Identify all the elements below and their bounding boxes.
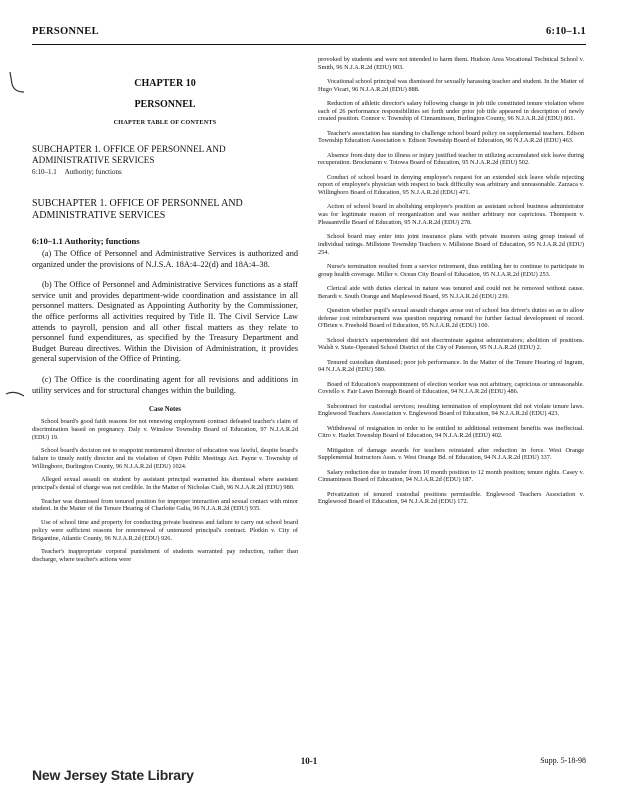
case-note: Subcontract for custodial services; resulting termination of employment did not violate tenure laws. Englewood Teachers Association v. Englewood Board of Education, 94 N.J.A.R.2d (EDU) 423.	[318, 402, 584, 418]
toc-entry-number: 6:10–1.1	[32, 168, 57, 176]
case-note: Use of school time and property for conducting private business and failure to carry out school board policy were sufficient reasons for nonrenewal of untenured principal's contract. Plotkin v. City of Brigantine, Atlantic County, 96 N.J.A.R.2d (EDU) 926.	[32, 519, 298, 542]
chapter-number: CHAPTER 10	[134, 78, 196, 89]
paragraph-b: (b) The Office of Personnel and Administrative Services functions as a staff service unit and provides department-wide coordination and assistance in all personnel matters. Designated as Appointing Authority by the Commissioner, the office performs all activities required by Title II. The Civil Service Law attends to payroll, pension and all other fiscal matters as they relate to personnel fund expenditures, as specified by the Treasury Department and Budget Bureau directives. Within the Division of Administration, it provides general supervision of the Office of Printing.	[32, 280, 298, 364]
left-column	[32, 56, 298, 740]
header-section-number: 6:10–1.1	[545, 26, 586, 37]
case-note: Teacher was dismissed from tenured position for improper interaction and sexual contact with minor student. In the Matter of the Tenure Hearing of Charlotte Galia, 96 N.J.A.R.2d (EDU) 935.	[32, 497, 298, 513]
case-note: Teacher's association has standing to challenge school board policy on supplemental teachers. Edison Township Education Association v. Edison Township Board of Education, 96 N.J.A.R.2d (EDU) 463.	[318, 129, 584, 145]
running-header	[32, 26, 586, 40]
case-note: Salary reduction due to transfer from 10 month position to 12 month position; tenure rights. Casey v. Cinnaminson Board of Education, 94 N.J.A.R.2d (EDU) 187.	[318, 468, 584, 484]
case-note: Conduct of school board in denying employee's request for an extended sick leave while rejecting report of employee's physician with respect to back difficulty was arbitrary and unreasonable. Zarzaca v. Willingboro Board of Education, 95 N.J.A.R.2d (EDU) 471.	[318, 173, 584, 197]
page-number: 10-1	[300, 756, 318, 766]
case-note: Board of Education's reappointment of election worker was not arbitrary, capricious or unreasonable. Coviello v. Fair Lawn Borough Board of Education, 94 N.J.A.R.2d (EDU) 486.	[318, 380, 584, 396]
paragraph-c: (c) The Office is the coordinating agent for all revisions and additions in utility services and for structural changes within the building.	[32, 374, 298, 395]
case-note: Absence from duty due to illness or injury justified teacher in utilizing accumulated sick leave during recuperation. Brockmann v. Totowa Board of Education, 95 N.J.A.R.2d (EDU) 502.	[318, 151, 584, 167]
case-note: Privatization of tenured custodial positions permissible. Englewood Teachers Association v. Englewood Board of Education, 94 N.J.A.R.2d (EDU) 172.	[318, 490, 584, 506]
margin-tick-mark-middle	[4, 384, 26, 400]
supplement-date: Supp. 5-18-98	[540, 756, 586, 765]
header-rule	[32, 44, 586, 45]
case-note: Mitigation of damage awards for teachers reinstated after reduction in force. West Orange Supplemental Instructors Assn. v. West Orange Bd. of Education, 94 N.J.A.R.2d (EDU) 337.	[318, 446, 584, 462]
chapter-title: PERSONNEL	[134, 99, 196, 110]
margin-tick-mark-top	[4, 70, 26, 98]
case-note: Tenured custodian dismissed; poor job performance. In the Matter of the Tenure Hearing of Ingram, 94 N.J.A.R.2d (EDU) 580.	[318, 358, 584, 374]
case-notes-heading: Case Notes	[149, 406, 181, 414]
right-column	[318, 56, 584, 740]
case-note: Clerical aide with duties clerical in nature was tenured and could not be removed without cause. Berardi v. South Orange and Maplewood Board, 95 N.J.A.R.2d (EDU) 239.	[318, 284, 584, 300]
case-note: Reduction of athletic director's salary following change in job title constituted tenure violation where each of 26 performance responsibilities set forth under prior job title appeared in description of newly created position. Connor v. Township of Cinnaminson, Burlington County, 96 N.J.A.R.2d (EDU) 861.	[318, 100, 584, 123]
case-note: School board's decision not to reappoint nontenured director of education was lawful, despite board's failure to timely notify director and its violation of Open Public Meetings Act. Payne v. Township of Willingboro, Burlington County, 96 N.J.A.R.2d (EDU) 1024.	[32, 447, 298, 470]
case-note: Question whether pupil's sexual assault charges arose out of school bus driver's duties so as to allow defense cost reimbursement was question requiring remand for further factual development of record. O'Brien v. Freehold Board of Education, 95 N.J.A.R.2d (EDU) 100.	[318, 306, 584, 330]
case-note: Alleged sexual assault on student by assistant principal warranted his dismissal where assistant principal's denial of charge was not credible. In the Matter of Nicholas Ciafi, 96 N.J.A.R.2d (EDU) 980.	[32, 476, 298, 492]
section-heading: 6:10–1.1 Authority; functions	[32, 236, 140, 246]
library-stamp: New Jersey State Library	[32, 767, 194, 783]
toc-entry-text: Authority; functions	[64, 168, 122, 176]
case-note: Action of school board in abolishing employee's position as assistant school business administrator was for legitimate reason of reorganization and was neither arbitrary nor capricious. Thompson v. Pleasantville Board of Education, 95 N.J.A.R.2d (EDU) 278.	[318, 203, 584, 226]
case-note-continued: provoked by students and were not intended to harm them. Hudson Area Vocational Technical School v. Smith, 96 N.J.A.R.2d (EDU) 903.	[318, 56, 584, 71]
paragraph-a: (a) The Office of Personnel and Administrative Services is authorized and organized under the provisions of N.J.S.A. 18A:4–22(d) and 18A:4–38.	[32, 249, 298, 269]
toc-entry	[32, 168, 298, 176]
header-title: PERSONNEL	[32, 26, 99, 37]
case-note: Vocational school principal was dismissed for sexually harassing teacher and student. In the Matter of Hugo Vicari, 96 N.J.A.R.2d (EDU) 888.	[318, 78, 584, 93]
case-note: Teacher's inappropriate corporal punishment of students warranted pay reduction, rather than discharge, where teacher's actions were	[32, 548, 298, 563]
case-note: School board may enter into joint insurance plans with private insurers using group instead of individual ratings. Millstone Township Teachers v. Millstone Board of Education, 95 N.J.A.R.2d (EDU) 254.	[318, 233, 584, 256]
table-of-contents-label: CHAPTER TABLE OF CONTENTS	[113, 119, 217, 126]
toc-subchapter: SUBCHAPTER 1. OFFICE OF PERSONNEL AND ADMINISTRATIVE SERVICES	[32, 144, 226, 165]
case-note: School district's superintendent did not discriminate against administrators; abolition of positions. Walsh v. State-Operated School District of the City of Paterson, 95 N.J.A.R.2d (EDU) 2.	[318, 336, 584, 352]
case-note: Nurse's termination resulted from a service retirement, thus entitling her to continue to participate in group health coverage. Miller v. Ocean City Board of Education, 95 N.J.A.R.2d (EDU) 253.	[318, 262, 584, 278]
case-note: School board's good faith reasons for not renewing employment contract defeated teacher's claim of discrimination based on pregnancy. Daly v. Winslow Township Board of Education, 97 N.J.A.R.2d (EDU) 19.	[32, 418, 298, 441]
case-note: Withdrawal of resignation in order to be entitled to additional retirement benefits was ineffectual. Citro v. Hazlet Township Board of Education, 94 N.J.A.R.2d (EDU) 402.	[318, 424, 584, 440]
subchapter-heading: SUBCHAPTER 1. OFFICE OF PERSONNEL AND ADMINISTRATIVE SERVICES	[32, 198, 243, 221]
